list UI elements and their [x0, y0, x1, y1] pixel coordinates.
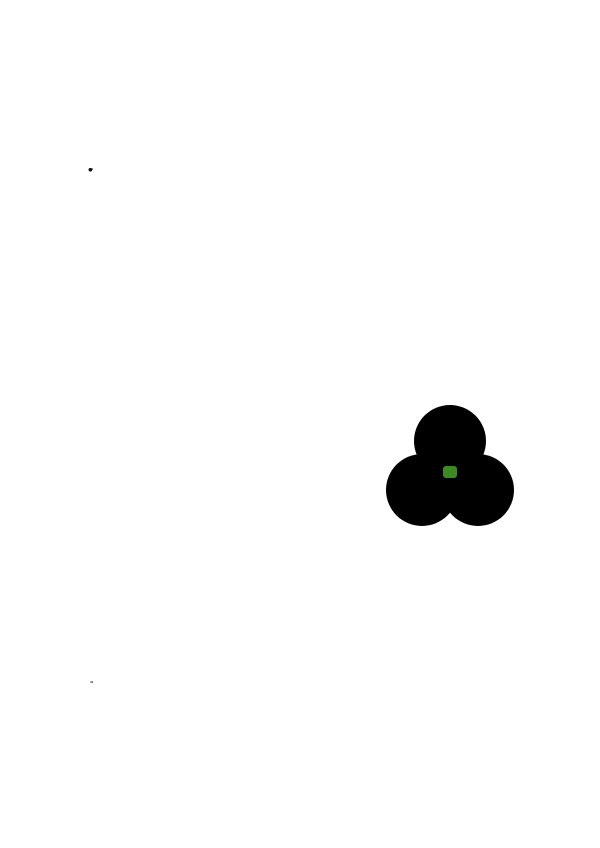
edp-badge	[443, 466, 457, 478]
clinical-expertise-circle	[442, 454, 514, 526]
ebp-venn-diagram	[370, 403, 520, 536]
